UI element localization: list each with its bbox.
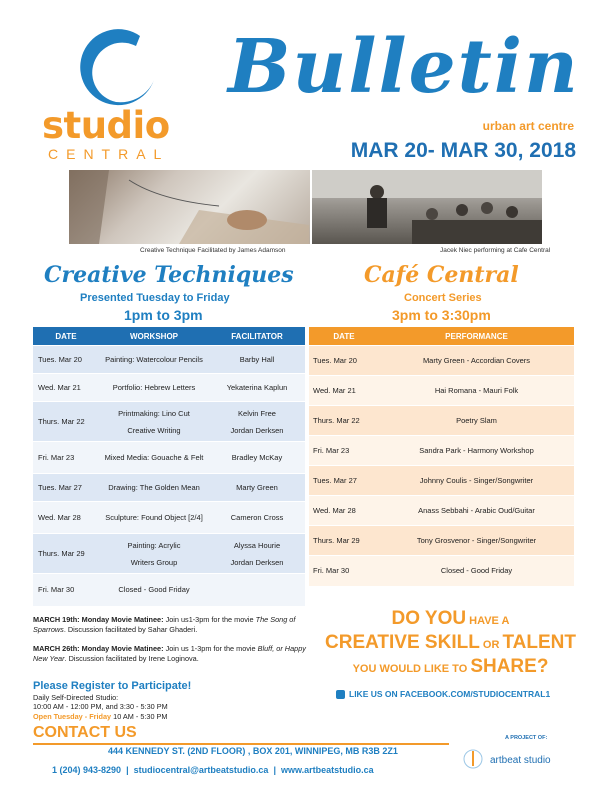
date-cell: Wed. Mar 21 <box>309 376 379 406</box>
table-row <box>309 406 574 436</box>
address: 444 KENNEDY ST. (2ND FLOOR) , BOX 201, WINNIPEG, MB R3B 2Z1 <box>108 746 398 756</box>
column-header: WORKSHOP <box>99 327 209 346</box>
facilitator-cell <box>209 402 305 442</box>
creative-techniques-time: 1pm to 3pm <box>124 307 203 323</box>
table-row <box>309 526 574 556</box>
contact-heading: CONTACT US <box>33 724 137 741</box>
column-header: DATE <box>33 327 99 346</box>
workshop-cell: Painting: Watercolour Pencils <box>99 346 209 374</box>
promo-block <box>318 608 583 680</box>
email-link[interactable]: studiocentral@artbeatstudio.ca <box>133 765 269 775</box>
promo-text: CREATIVE SKILL <box>325 632 480 653</box>
workshop-cell <box>99 534 209 574</box>
logo-central-text: CENTRAL <box>48 146 170 162</box>
website-link[interactable]: www.artbeatstudio.ca <box>281 765 374 775</box>
photo-caption: Jacek Niec performing at Cafe Central <box>440 247 551 254</box>
table-row <box>309 496 574 526</box>
table-row <box>309 376 574 406</box>
matinee-text: Join us 1-3pm for the movie <box>163 644 258 653</box>
performance-cell: Poetry Slam <box>379 406 574 436</box>
matinee-film: Bluff, or Happy New Year <box>33 644 306 663</box>
workshop-photo <box>69 170 310 244</box>
workshop-cell <box>99 402 209 442</box>
table-row <box>309 466 574 496</box>
workshop-line: Painting: Acrylic <box>127 540 181 550</box>
phone[interactable]: 1 (204) 943-8290 <box>52 765 122 775</box>
table-header-row <box>309 327 574 346</box>
table-row <box>33 534 305 574</box>
page-title: Bulletin <box>228 24 580 110</box>
performance-cell: Marty Green - Accordian Covers <box>379 346 574 376</box>
column-header: PERFORMANCE <box>379 327 574 346</box>
separator: | <box>273 765 276 775</box>
column-header: FACILITATOR <box>209 327 305 346</box>
table-row <box>309 436 574 466</box>
matinee-film: The Song of Sparrows <box>33 615 296 634</box>
matinee-lead: MARCH 26th: Monday Movie Matinee: <box>33 644 164 653</box>
date-cell: Tues. Mar 27 <box>33 474 99 502</box>
date-cell: Thurs. Mar 29 <box>33 534 99 574</box>
performance-table <box>309 327 574 586</box>
workshop-line: Writers Group <box>130 557 178 567</box>
table-header-row <box>33 327 305 346</box>
cafe-central-subtitle: Concert Series <box>404 292 482 304</box>
artbeat-logo-icon <box>462 748 484 770</box>
date-cell: Tues. Mar 27 <box>309 466 379 496</box>
facebook-link-text: LIKE US ON FACEBOOK.COM/STUDIOCENTRAL1 <box>349 689 551 699</box>
matinee-lead: MARCH 19th: Monday Movie Matinee: <box>33 615 164 624</box>
table-row <box>33 474 305 502</box>
table-row <box>33 574 305 606</box>
register-heading: Please Register to Participate! <box>33 680 192 692</box>
promo-text: TALENT <box>502 632 576 653</box>
date-range: MAR 20- MAR 30, 2018 <box>350 139 576 162</box>
performance-cell: Closed - Good Friday <box>379 556 574 586</box>
promo-text: DO YOU <box>391 608 467 629</box>
table-row <box>309 346 574 376</box>
performance-cell: Johnny Coulis - Singer/Songwriter <box>379 466 574 496</box>
date-cell: Fri. Mar 23 <box>33 442 99 474</box>
matinee-note <box>33 644 313 664</box>
facilitator-cell: Cameron Cross <box>209 502 305 534</box>
matinee-note <box>33 615 313 635</box>
photo-caption: Creative Technique Facilitated by James Adamson <box>140 247 286 254</box>
date-cell: Thurs. Mar 22 <box>33 402 99 442</box>
column-header: DATE <box>309 327 379 346</box>
promo-text: HAVE A <box>466 615 510 627</box>
date-cell: Tues. Mar 20 <box>33 346 99 374</box>
date-cell: Thurs. Mar 29 <box>309 526 379 556</box>
facebook-link[interactable] <box>336 689 550 699</box>
workshop-line: Creative Writing <box>127 425 181 435</box>
matinee-text: Join us1-3pm for the movie <box>163 615 256 624</box>
table-row <box>33 502 305 534</box>
creative-techniques-subtitle: Presented Tuesday to Friday <box>80 292 230 304</box>
performance-cell: Tony Grosvenor - Singer/Songwriter <box>379 526 574 556</box>
facilitator-cell: Yekaterina Kaplun <box>209 374 305 402</box>
contact-details <box>52 765 374 775</box>
concert-photo <box>312 170 542 244</box>
facilitator-line: Jordan Derksen <box>230 557 284 567</box>
facilitator-line: Alyssa Hourie <box>233 540 281 550</box>
studio-hours: 10:00 AM - 12:00 PM, and 3:30 - 5:30 PM <box>33 702 168 711</box>
project-of-label: A PROJECT OF: <box>505 735 548 741</box>
open-hours <box>33 712 168 721</box>
facilitator-line: Kelvin Free <box>238 408 276 418</box>
matinee-tail: . Discussion facilitated by Sahar Ghaderi. <box>63 625 198 634</box>
creative-techniques-title: Creative Techniques <box>44 262 294 288</box>
table-row <box>33 374 305 402</box>
facilitator-line: Jordan Derksen <box>230 425 284 435</box>
workshop-cell: Sculpture: Found Object [2/4] <box>99 502 209 534</box>
promo-text: OR <box>479 639 503 651</box>
separator: | <box>126 765 129 775</box>
performance-cell: Anass Sebbahi - Arabic Oud/Guitar <box>379 496 574 526</box>
page-subtitle: urban art centre <box>482 119 574 133</box>
facilitator-cell: Barby Hall <box>209 346 305 374</box>
workshop-cell: Closed - Good Friday <box>99 574 209 606</box>
date-cell: Fri. Mar 30 <box>33 574 99 606</box>
workshop-line: Printmaking: Lino Cut <box>118 408 190 418</box>
promo-text: YOU WOULD LIKE TO <box>352 663 471 675</box>
cafe-central-time: 3pm to 3:30pm <box>392 307 491 323</box>
workshop-cell: Portfolio: Hebrew Letters <box>99 374 209 402</box>
logo-c-icon <box>70 22 162 114</box>
table-row <box>33 402 305 442</box>
logo-studio-text: studio <box>42 104 170 147</box>
date-cell: Wed. Mar 28 <box>309 496 379 526</box>
divider <box>33 743 449 745</box>
promo-text: SHARE? <box>470 656 549 677</box>
open-days: Open Tuesday - Friday <box>33 712 112 721</box>
date-cell: Fri. Mar 23 <box>309 436 379 466</box>
matinee-tail: . Discussion facilitated by Irene Loginova. <box>64 654 199 663</box>
studio-hours-label: Daily Self-Directed Studio: <box>33 693 119 702</box>
workshop-cell: Drawing: The Golden Mean <box>99 474 209 502</box>
date-cell: Wed. Mar 21 <box>33 374 99 402</box>
open-time: 10 AM - 5:30 PM <box>111 712 168 721</box>
date-cell: Fri. Mar 30 <box>309 556 379 586</box>
cafe-central-title: Café Central <box>364 262 519 288</box>
date-cell: Tues. Mar 20 <box>309 346 379 376</box>
workshop-table <box>33 327 305 606</box>
table-row <box>309 556 574 586</box>
facilitator-cell: Marty Green <box>209 474 305 502</box>
facilitator-cell: Bradley McKay <box>209 442 305 474</box>
facilitator-cell <box>209 534 305 574</box>
performance-cell: Hai Romana - Mauri Folk <box>379 376 574 406</box>
facebook-thumb-icon <box>336 690 345 699</box>
table-row <box>33 442 305 474</box>
workshop-cell: Mixed Media: Gouache & Felt <box>99 442 209 474</box>
performance-cell: Sandra Park - Harmony Workshop <box>379 436 574 466</box>
date-cell: Thurs. Mar 22 <box>309 406 379 436</box>
facilitator-cell <box>209 574 305 606</box>
table-row <box>33 346 305 374</box>
date-cell: Wed. Mar 28 <box>33 502 99 534</box>
artbeat-wordmark: artbeat studio <box>490 755 551 766</box>
